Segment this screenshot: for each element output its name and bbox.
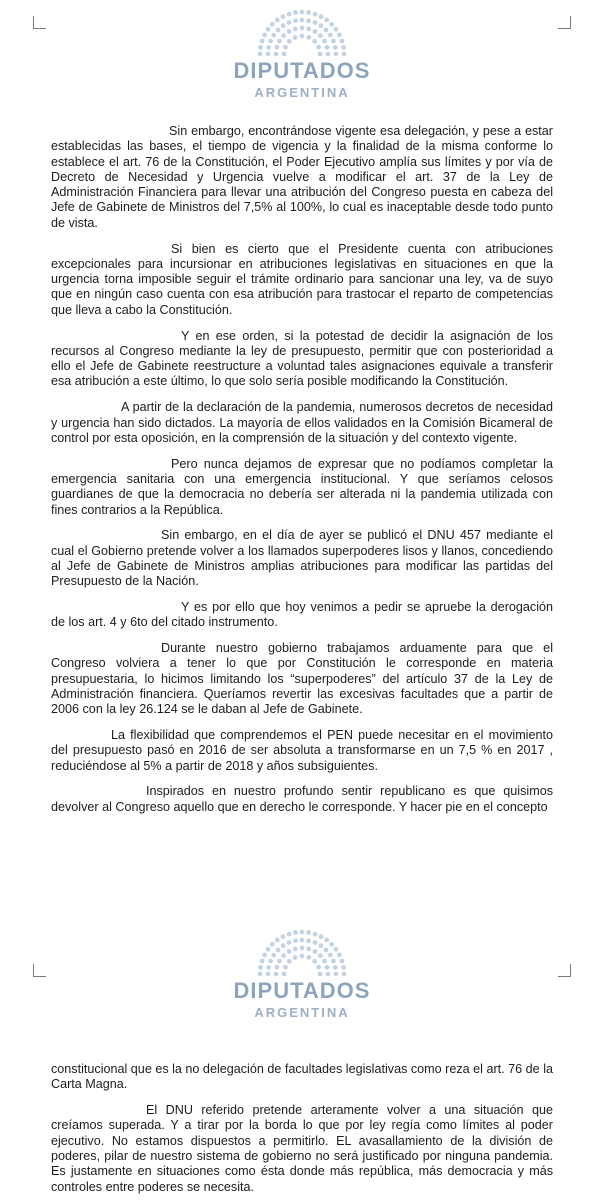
emblem-dot xyxy=(293,930,298,935)
paragraph: Durante nuestro gobierno trabajamos arduamente para que el Congreso volviera a tener lo que por Constitución le corresponde en materia presupuestaria, lo hicimos limitando los “superpoderes” del artículo 37 de la Ley de Administración financiera. Queríamos revertir las excesivas facultades que a partir de 2006 con la ley 26.124 se le daban al Jefe de Gabinete. xyxy=(51,641,553,717)
emblem-dot xyxy=(287,932,292,937)
emblem-dot xyxy=(306,27,311,32)
emblem-dot xyxy=(319,934,324,939)
page-1-body xyxy=(51,124,553,826)
emblem-dot xyxy=(258,45,263,50)
emblem-dot xyxy=(322,39,327,44)
emblem-dot xyxy=(268,959,273,964)
emblem-dot xyxy=(306,947,311,952)
emblem-dot xyxy=(342,972,347,976)
emblem-dot xyxy=(324,948,329,953)
paragraph: Sin embargo, en el día de ayer se publicó el DNU 457 mediante el cual el Gobierno pretende volver a los llamados superpoderes lisos y llanos, concediendo al Jefe de Gabinete de Ministros amplias atribuciones para modificar las partidas del Presupuesto de la Nación. xyxy=(51,528,553,589)
page-2-body xyxy=(51,1062,553,1200)
emblem-dot xyxy=(277,959,282,964)
emblem-dot xyxy=(268,39,273,44)
emblem-dot xyxy=(293,18,298,23)
emblem-dot xyxy=(271,33,276,38)
emblem-dot xyxy=(262,33,267,38)
emblem-dot xyxy=(319,14,324,19)
emblem-dot xyxy=(306,938,311,943)
hemicycle-icon xyxy=(242,926,362,976)
emblem-dot xyxy=(334,27,339,32)
emblem-dot xyxy=(331,959,336,964)
emblem-dot xyxy=(334,947,339,952)
emblem-dot xyxy=(318,33,323,38)
emblem-dot xyxy=(334,52,339,56)
emblem-dot xyxy=(341,965,346,970)
paragraph: Y en ese orden, si la potestad de decidir la asignación de los recursos al Congreso mediante la ley de presupuesto, permitir que con posterioridad a ello el Jefe de Gabinete reestructure a voluntad tales asignaciones equivale a transferir esa atribución a este último, lo que solo sería posible modificando la Constitución. xyxy=(51,328,553,389)
emblem-dot xyxy=(329,22,334,27)
emblem-dot xyxy=(329,942,334,947)
emblem-dot xyxy=(275,938,280,943)
emblem-dot xyxy=(318,953,323,958)
logo-title: DIPUTADOS xyxy=(233,978,371,1003)
logo-subtitle: ARGENTINA xyxy=(254,1005,350,1020)
document-page-2 xyxy=(0,908,604,1200)
emblem-dot xyxy=(281,23,286,28)
emblem-dot xyxy=(266,45,271,50)
paragraph: Inspirados en nuestro profundo sentir republicano es que quisimos devolver al Congreso aquello que en derecho le corresponde. Y hacer pie en el concepto xyxy=(51,784,553,814)
emblem-dot xyxy=(275,45,280,50)
emblem-dot xyxy=(300,26,305,31)
emblem-dot xyxy=(316,45,321,50)
emblem-dot xyxy=(324,18,329,23)
emblem-dot xyxy=(276,28,281,33)
emblem-dot xyxy=(266,52,271,56)
emblem-dot xyxy=(325,965,330,970)
logo-subtitle: ARGENTINA xyxy=(254,85,350,100)
emblem-dot xyxy=(274,52,279,56)
paragraph: Pero nunca dejamos de expresar que no podíamos completar la emergencia sanitaria con una emergencia institucional. Y que seríamos celosos guardianes de que la democracia no debería ser alterada ni la pandemia utilizada con fines contrarios a la República. xyxy=(51,456,553,517)
emblem-dot xyxy=(282,52,287,56)
paragraph: A partir de la declaración de la pandemia, numerosos decretos de necesidad y urgencia han sido dictados. La mayoría de ellos validados en la Comisión Bicameral de control por esta oposición, en la comprensión de la situación y del contexto vigente. xyxy=(51,400,553,445)
emblem-dot xyxy=(313,932,318,937)
emblem-dot xyxy=(313,949,318,954)
emblem-dot xyxy=(293,955,298,960)
emblem-dot xyxy=(326,972,331,976)
emblem-dot xyxy=(287,39,292,44)
diputados-logo xyxy=(0,6,604,100)
emblem-dot xyxy=(281,14,286,19)
emblem-dot xyxy=(326,52,331,56)
emblem-dot xyxy=(260,959,265,964)
emblem-dot xyxy=(342,52,347,56)
emblem-dot xyxy=(281,943,286,948)
emblem-dot xyxy=(266,965,271,970)
emblem-dot xyxy=(287,949,292,954)
emblem-dot xyxy=(341,45,346,50)
emblem-dot xyxy=(287,959,292,964)
emblem-dot xyxy=(318,972,323,976)
emblem-dot xyxy=(266,27,271,32)
emblem-dot xyxy=(300,946,305,951)
emblem-dot xyxy=(333,45,338,50)
emblem-dot xyxy=(276,948,281,953)
emblem-dot xyxy=(300,34,305,39)
emblem-dot xyxy=(275,18,280,23)
emblem-dot xyxy=(266,947,271,952)
paragraph: El DNU referido pretende arteramente volver a una situación que creíamos superada. Y a tirar por la borda lo que por ley regía como límites al poder ejecutivo. No estamos dispuestos a permitirlo. EL avasallamiento de la división de poderes, pilar de nuestro sistema de gobierno no será justificado por ninguna pandemia. Es justamente en situaciones como ésta donde más república, más democracia y más controles entre poderes se necesita. xyxy=(51,1103,553,1194)
emblem-dot xyxy=(313,20,318,25)
emblem-dot xyxy=(293,947,298,952)
emblem-dot xyxy=(307,35,312,40)
emblem-dot xyxy=(260,39,265,44)
emblem-dot xyxy=(313,940,318,945)
emblem-dot xyxy=(300,938,305,943)
emblem-dot xyxy=(324,938,329,943)
emblem-dot xyxy=(281,953,286,958)
emblem-dot xyxy=(334,972,339,976)
page-gap xyxy=(0,880,604,908)
emblem-dot xyxy=(270,22,275,27)
emblem-dot xyxy=(271,953,276,958)
paragraph: Si bien es cierto que el Presidente cuenta con atribuciones excepcionales para incursionar en atribuciones legislativas en situaciones en que la urgencia torna imposible seguir el trámite ordinario para sancionar una ley, va de suyo que en ningún caso cuenta con esa atribución para trastocar el reparto de competencias que lleva a cabo la Constitución. xyxy=(51,241,553,317)
emblem-dot xyxy=(293,10,298,15)
emblem-dot xyxy=(340,39,345,44)
emblem-dot xyxy=(287,12,292,17)
emblem-dot xyxy=(281,33,286,38)
emblem-dot xyxy=(324,28,329,33)
emblem-dot xyxy=(328,953,333,958)
paragraph: La flexibilidad que comprendemos el PEN puede necesitar en el movimiento del presupuesto pasó en 2016 de ser absoluta a transformarse en un 7,5 % en 2017 , reduciéndose al 5% a partir de 2018 y años subsiguientes. xyxy=(51,728,553,773)
emblem-dot xyxy=(337,953,342,958)
emblem-dot xyxy=(318,52,323,56)
emblem-dot xyxy=(306,10,311,15)
emblem-dot xyxy=(325,45,330,50)
emblem-dot xyxy=(300,954,305,959)
emblem-dot xyxy=(319,23,324,28)
emblem-dot xyxy=(258,52,263,56)
emblem-dot xyxy=(328,33,333,38)
paragraph: Y es por ello que hoy venimos a pedir se apruebe la derogación de los art. 4 y 6to del citado instrumento. xyxy=(51,600,553,630)
hemicycle-icon xyxy=(242,6,362,56)
emblem-dot xyxy=(337,33,342,38)
diputados-logo xyxy=(0,926,604,1020)
emblem-dot xyxy=(293,27,298,32)
emblem-dot xyxy=(300,10,305,15)
logo-title: DIPUTADOS xyxy=(233,58,371,83)
emblem-dot xyxy=(313,29,318,34)
emblem-dot xyxy=(300,18,305,23)
emblem-dot xyxy=(319,943,324,948)
emblem-dot xyxy=(274,972,279,976)
emblem-dot xyxy=(306,18,311,23)
emblem-dot xyxy=(312,959,317,964)
emblem-dot xyxy=(270,942,275,947)
emblem-dot xyxy=(340,959,345,964)
emblem-dot xyxy=(283,965,288,970)
paragraph: constitucional que es la no delegación de facultades legislativas como reza el art. 76 de la Carta Magna. xyxy=(51,1062,553,1092)
emblem-dot xyxy=(266,972,271,976)
emblem-dot xyxy=(300,930,305,935)
paragraph: Sin embargo, encontrándose vigente esa delegación, y pese a estar establecidas las bases, el tiempo de vigencia y la finalidad de la misma conforme lo establece el art. 76 de la Constitución, el Poder Ejecutivo amplía sus límites y por vía de Decreto de Necesidad y Urgencia vuelve a modificar el art. 37 de la Ley de Administración Financiera para llevar una atribución del Congreso puesta en cabeza del Jefe de Gabinete de Ministros del 7,5% al 100%, lo cual es inaceptable desde todo punto de vista. xyxy=(51,124,553,230)
emblem-dot xyxy=(281,934,286,939)
emblem-dot xyxy=(313,12,318,17)
emblem-dot xyxy=(287,29,292,34)
emblem-dot xyxy=(283,45,288,50)
emblem-dot xyxy=(262,953,267,958)
emblem-dot xyxy=(287,20,292,25)
emblem-dot xyxy=(258,965,263,970)
emblem-dot xyxy=(312,39,317,44)
emblem-dot xyxy=(333,965,338,970)
emblem-dot xyxy=(331,39,336,44)
emblem-dot xyxy=(275,965,280,970)
emblem-dot xyxy=(316,965,321,970)
emblem-dot xyxy=(258,972,263,976)
emblem-dot xyxy=(282,972,287,976)
emblem-dot xyxy=(306,930,311,935)
emblem-dot xyxy=(277,39,282,44)
emblem-dot xyxy=(307,955,312,960)
emblem-dot xyxy=(287,940,292,945)
emblem-dot xyxy=(293,35,298,40)
emblem-dot xyxy=(322,959,327,964)
emblem-dot xyxy=(293,938,298,943)
